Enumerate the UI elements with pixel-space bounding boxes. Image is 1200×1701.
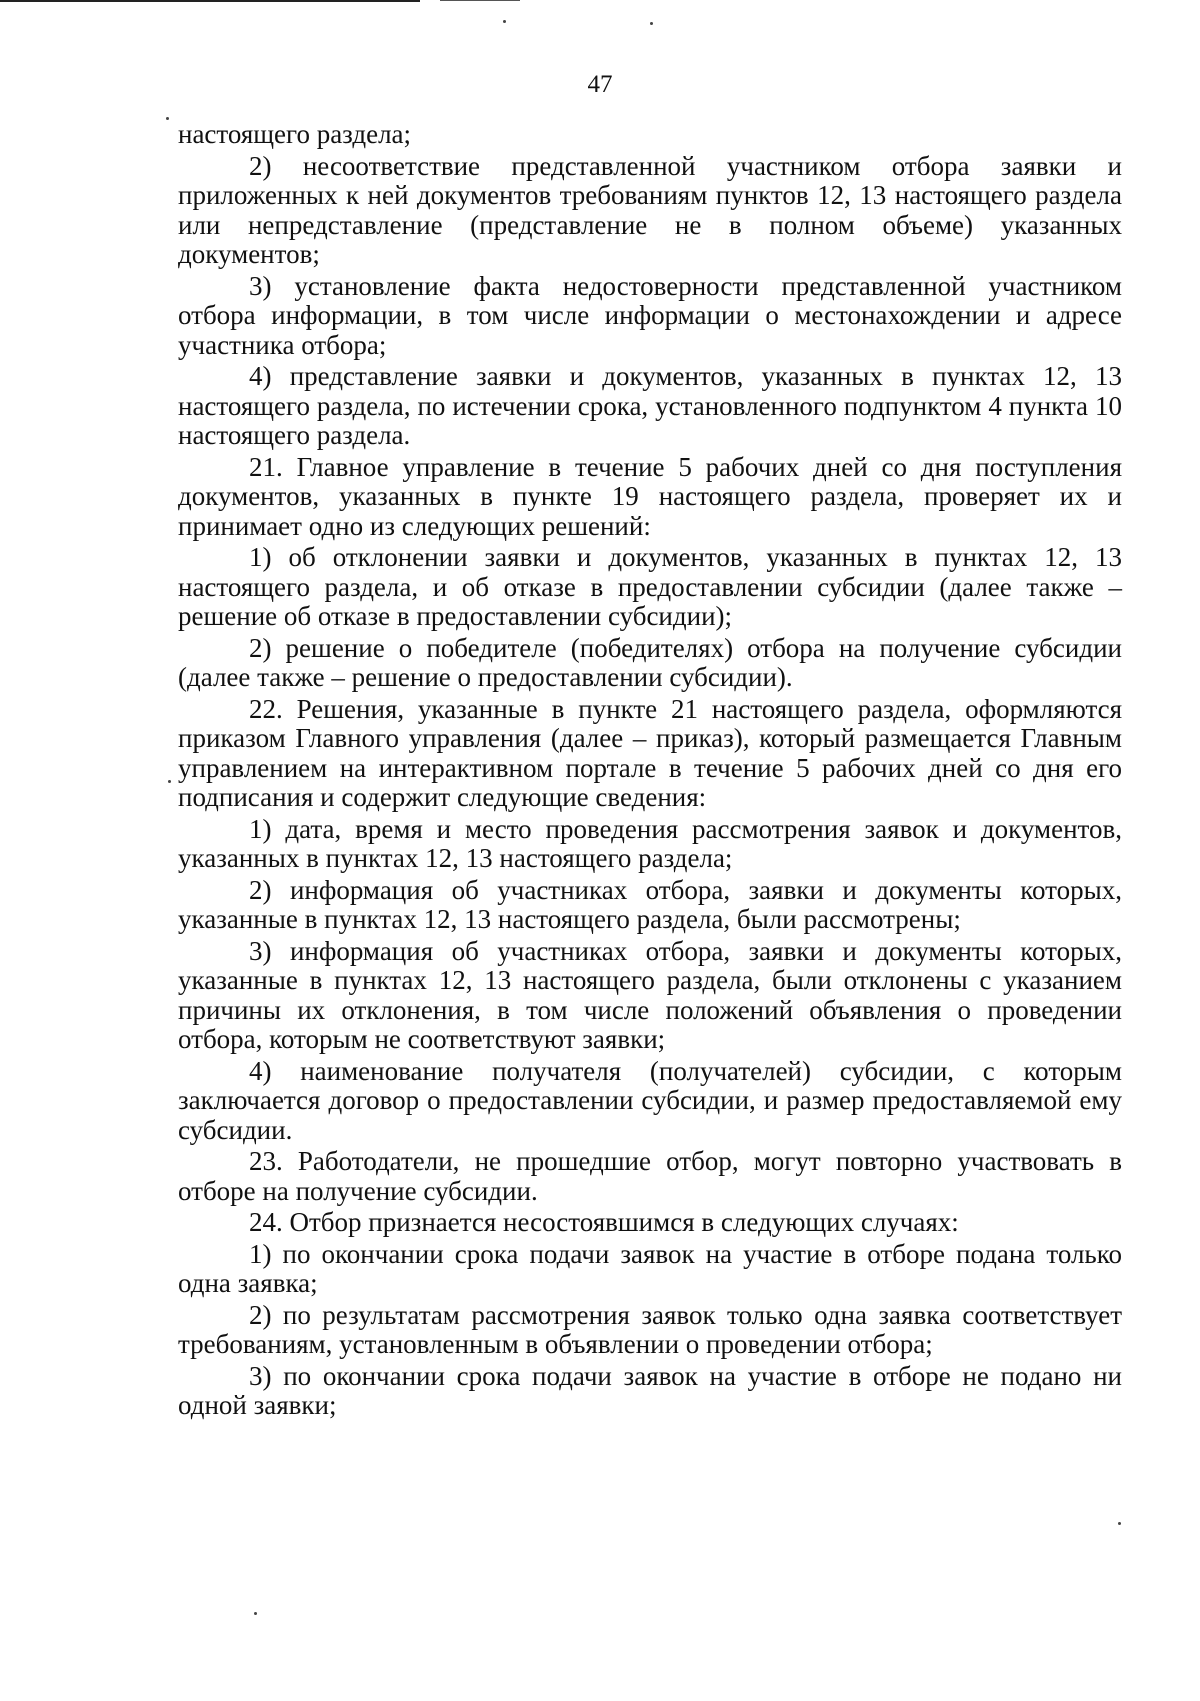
paragraph: 23. Работодатели, не прошедшие отбор, могут повторно участвовать в отборе на получение субсидии. [178, 1146, 1122, 1206]
paragraph: 4) представление заявки и документов, указанных в пунктах 12, 13 настоящего раздела, по истечении срока, установленного подпунктом 4 пункта 10 настоящего раздела. [178, 361, 1122, 450]
paragraph: 3) по окончании срока подачи заявок на участие в отборе не подано ни одной заявки; [178, 1360, 1122, 1420]
paragraph: 3) информация об участниках отбора, заявки и документы которых, указанные в пунктах 12, 13 настоящего раздела, были отклонены с указанием причины их отклонения, в том числе положений объявления о проведении отбора, которым не соответствуют заявки; [178, 935, 1122, 1054]
scan-speck [254, 1612, 257, 1615]
scan-speck [168, 780, 171, 783]
paragraph: 1) об отклонении заявки и документов, указанных в пунктах 12, 13 настоящего раздела, и об отказе в предоставлении субсидии (далее также – решение об отказе в предоставлении субсидии); [178, 542, 1122, 631]
paragraph: настоящего раздела; [178, 119, 412, 149]
paragraph: 2) несоответствие представленной участником отбора заявки и приложенных к ней документов требованиям пунктов 12, 13 настоящего раздела или непредставление (представление не в полном объеме) указанных документов; [178, 150, 1122, 269]
paragraph: 2) по результатам рассмотрения заявок только одна заявка соответствует требованиям, установленным в объявлении о проведении отбора; [178, 1299, 1122, 1359]
paragraph: 22. Решения, указанные в пункте 21 настоящего раздела, оформляются приказом Главного управления (далее – приказ), который размещается Главным управлением на интерактивном портале в течение 5 рабочих дней со дня его подписания и содержит следующие сведения: [178, 693, 1122, 812]
page-number: 47 [587, 71, 613, 98]
paragraph: 1) по окончании срока подачи заявок на участие в отборе подана только одна заявка; [178, 1238, 1122, 1298]
scan-speck [1118, 1522, 1121, 1525]
paragraph: 4) наименование получателя (получателей) субсидии, с которым заключается договор о предоставлении субсидии, и размер предоставляемой ему субсидии. [178, 1055, 1122, 1145]
paragraph: 21. Главное управление в течение 5 рабочих дней со дня поступления документов, указанных в пункте 19 настоящего раздела, проверяет их и принимает одно из следующих решений: [178, 451, 1122, 541]
scan-speck [503, 20, 506, 23]
paragraph: 3) установление факта недостоверности представленной участником отбора информации, в том числе информации о местонахождении и адресе участника отбора; [178, 270, 1122, 360]
scan-speck [650, 22, 653, 25]
scan-speck [166, 117, 169, 120]
paragraph: 1) дата, время и место проведения рассмотрения заявок и документов, указанных в пунктах 12, 13 настоящего раздела; [178, 813, 1122, 873]
paragraph: 24. Отбор признается несостоявшимся в следующих случаях: [249, 1207, 959, 1237]
paragraph: 2) решение о победителе (победителях) отбора на получение субсидии (далее также – решение о предоставлении субсидии). [178, 632, 1122, 692]
scan-edge-line [0, 0, 420, 2]
scan-edge-line [440, 0, 520, 1]
document-body [178, 120, 1122, 1423]
paragraph: 2) информация об участниках отбора, заявки и документы которых, указанные в пунктах 12, 13 настоящего раздела, были рассмотрены; [178, 874, 1122, 934]
